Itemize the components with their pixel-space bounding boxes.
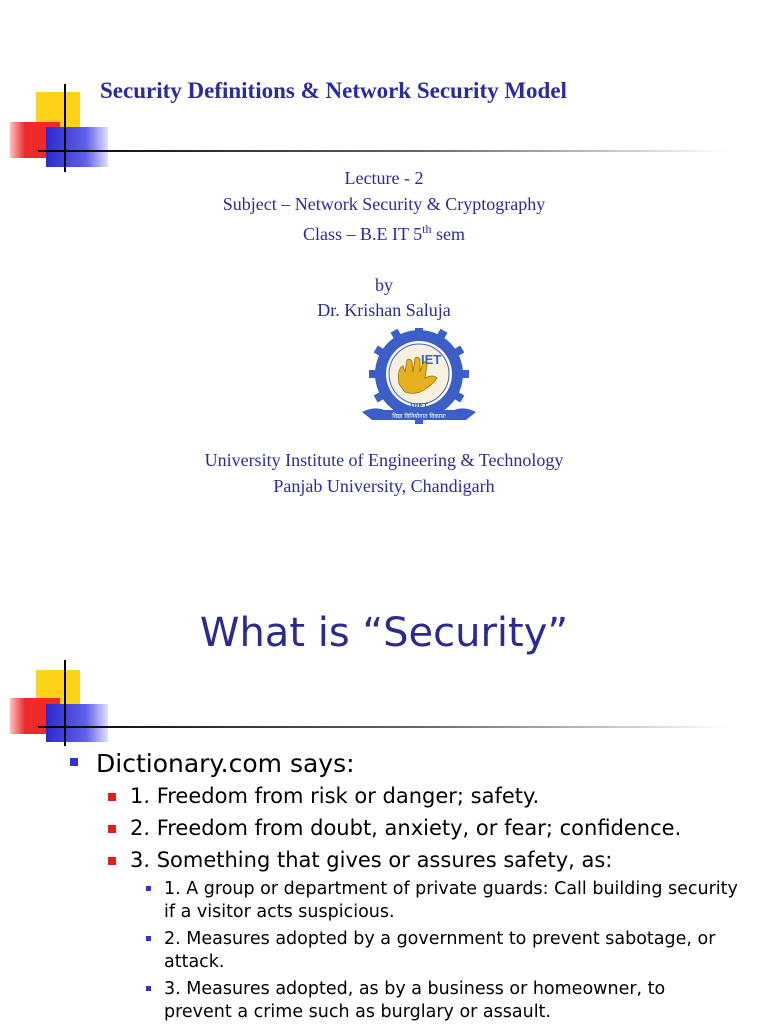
by-label: by xyxy=(375,274,393,295)
class-line: Class – B.E IT 5th sem xyxy=(302,222,465,244)
svg-text:UIET: UIET xyxy=(410,402,428,410)
list-item: 3. Something that gives or assures safety, as: xyxy=(0,846,768,874)
lecture-info xyxy=(0,166,768,324)
slide-corner-decoration-icon xyxy=(0,580,768,760)
university-name: Panjab University, Chandigarh xyxy=(273,475,495,496)
institute-info xyxy=(0,448,768,499)
list-item: 1. Freedom from risk or danger; safety. xyxy=(0,782,768,810)
list-item: 2. Freedom from doubt, anxiety, or fear; confidence. xyxy=(0,814,768,842)
list-item: 3. Measures adopted, as by a business or homeowner, to prevent a crime such as burglary or assault. xyxy=(0,978,768,1024)
list-item: 2. Measures adopted by a government to prevent sabotage, or attack. xyxy=(0,928,768,974)
svg-text:विद्या विनियोगात विकासः: विद्या विनियोगात विकासः xyxy=(392,413,446,420)
bullet-square-icon xyxy=(70,758,78,766)
bullet-square-icon xyxy=(108,857,116,865)
bullet-square-icon xyxy=(108,793,116,801)
subject-line: Subject – Network Security & Cryptography xyxy=(222,193,546,214)
slide-title: Security Definitions & Network Security Model xyxy=(100,78,567,103)
bullet-square-icon xyxy=(146,986,151,991)
bullet-square-icon xyxy=(146,886,151,891)
bullet-square-icon xyxy=(108,825,116,833)
author-name: Dr. Krishan Saluja xyxy=(317,300,451,320)
uiet-logo-icon xyxy=(354,328,484,428)
svg-text:IET: IET xyxy=(421,352,442,367)
list-item: 1. A group or department of private guards: Call building security if a visitor acts suspicious. xyxy=(0,878,768,924)
list-item: Dictionary.com says: xyxy=(0,748,768,780)
bullet-square-icon xyxy=(146,936,151,941)
institute-name: University Institute of Engineering & Technology xyxy=(204,450,564,470)
slide-title: What is “Security” xyxy=(199,610,569,656)
lecture-number: Lecture - 2 xyxy=(344,168,424,188)
definition-slide xyxy=(0,580,768,1024)
definition-list xyxy=(0,748,768,1024)
